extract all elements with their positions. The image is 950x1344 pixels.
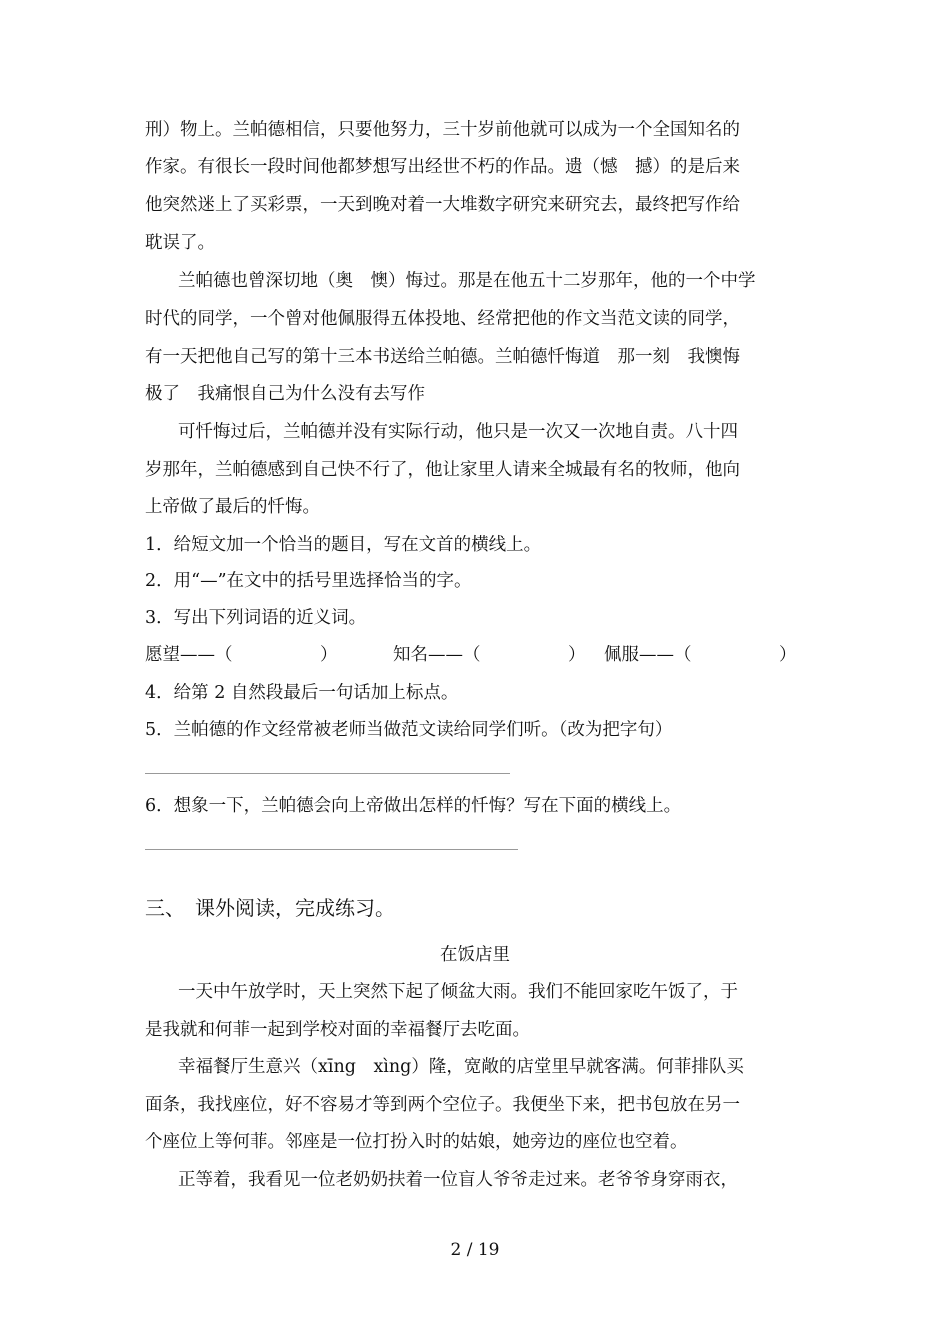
passage-line: 可忏悔过后，兰帕德并没有实际行动，他只是一次又一次地自责。八十四 bbox=[178, 422, 738, 442]
passage-line: 有一天把他自己写的第十三本书送给兰帕德。兰帕德忏悔道 那一刻 我懊悔 bbox=[145, 347, 740, 367]
question-2: 2．用“—”在文中的括号里选择恰当的字。 bbox=[145, 571, 472, 591]
question-3: 3．写出下列词语的近义词。 bbox=[145, 608, 367, 628]
story-line: 一天中午放学时，天上突然下起了倾盆大雨。我们不能回家吃午饭了，于 bbox=[178, 982, 738, 1002]
story-line: 正等着，我看见一位老奶奶扶着一位盲人爷爷走过来。老爷爷身穿雨衣， bbox=[178, 1170, 738, 1190]
story-line: 是我就和何菲一起到学校对面的幸福餐厅去吃面。 bbox=[145, 1020, 530, 1040]
question-1: 1．给短文加一个恰当的题目，写在文首的横线上。 bbox=[145, 535, 542, 555]
passage-line: 上帝做了最后的忏悔。 bbox=[145, 497, 320, 517]
story-line: 个座位上等何菲。邻座是一位打扮入时的姑娘，她旁边的座位也空着。 bbox=[145, 1132, 688, 1152]
passage-line: 刑）物上。兰帕德相信，只要他努力，三十岁前他就可以成为一个全国知名的 bbox=[145, 120, 740, 140]
passage-line: 岁那年，兰帕德感到自己快不行了，他让家里人请来全城最有名的牧师，他向 bbox=[145, 460, 740, 480]
question-6: 6．想象一下，兰帕德会向上帝做出怎样的忏悔？写在下面的横线上。 bbox=[145, 796, 682, 816]
synonym-blank-1[interactable]: 愿望——（ ） bbox=[145, 645, 338, 665]
section-heading: 三、 课外阅读，完成练习。 bbox=[145, 896, 395, 920]
answer-line[interactable] bbox=[145, 773, 510, 774]
passage-line: 极了 我痛恨自己为什么没有去写作 bbox=[145, 384, 425, 404]
synonym-blank-3[interactable]: 佩服——（ ） bbox=[604, 645, 797, 665]
synonym-blank-2[interactable]: 知名——（ ） bbox=[393, 645, 586, 665]
passage-line: 兰帕德也曾深切地（奥 懊）悔过。那是在他五十二岁那年，他的一个中学 bbox=[178, 271, 756, 291]
story-line: 面条，我找座位，好不容易才等到两个空位子。我便坐下来，把书包放在另一 bbox=[145, 1095, 740, 1115]
passage-line: 耽误了。 bbox=[145, 233, 215, 253]
story-line: 幸福餐厅生意兴（xīng xìng）隆，宽敞的店堂里早就客满。何菲排队买 bbox=[178, 1057, 744, 1077]
story-title: 在饭店里 bbox=[440, 945, 510, 965]
passage-line: 作家。有很长一段时间他都梦想写出经世不朽的作品。遗（憾 撼）的是后来 bbox=[145, 157, 740, 177]
passage-line: 时代的同学，一个曾对他佩服得五体投地、经常把他的作文当范文读的同学， bbox=[145, 309, 740, 329]
question-5: 5．兰帕德的作文经常被老师当做范文读给同学们听。（改为把字句） bbox=[145, 720, 673, 740]
page-number: 2 / 19 bbox=[450, 1240, 500, 1260]
passage-line: 他突然迷上了买彩票，一天到晚对着一大堆数字研究来研究去，最终把写作给 bbox=[145, 195, 740, 215]
question-4: 4．给第 2 自然段最后一句话加上标点。 bbox=[145, 683, 459, 703]
answer-line[interactable] bbox=[145, 849, 518, 850]
